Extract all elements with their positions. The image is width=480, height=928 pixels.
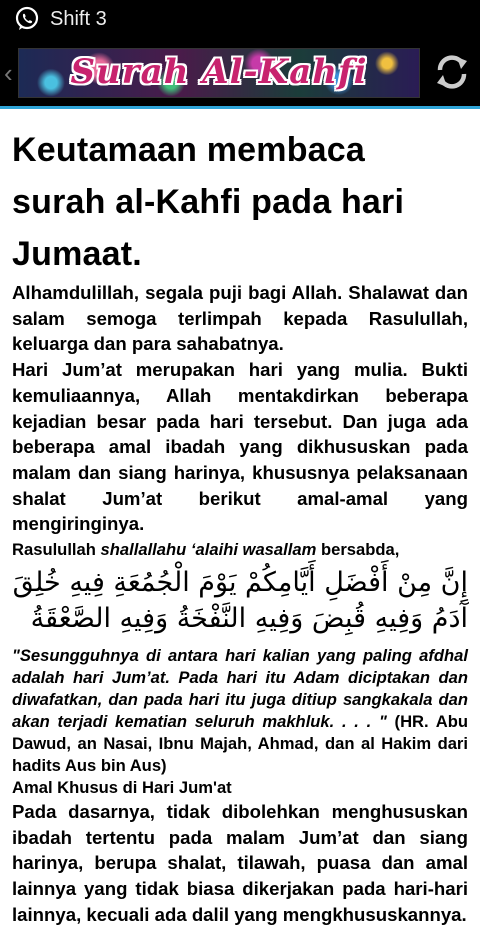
article-content <box>12 112 468 928</box>
hadith-source: (HR. Abu Dawud, an Nasai, Ibnu Majah, Ahmad, dan al Hakim dari hadits Aus bin Aus) <box>12 712 468 776</box>
app-banner <box>18 48 420 98</box>
banner-title: Surah Al-Kahfi <box>70 52 368 92</box>
rasul-honorific: shallallahu ‘alaihi wasallam <box>100 540 317 560</box>
status-bar <box>0 0 480 38</box>
section-subheading: Amal Khusus di Hari Jum'at <box>12 778 232 798</box>
hadith-translation <box>12 645 468 777</box>
status-text: Shift 3 <box>50 7 107 30</box>
rasulullah-line <box>12 539 468 561</box>
header-divider <box>0 106 480 109</box>
paragraph-intro: Alhamdulillah, segala puji bagi Allah. Shalawat dan salam semoga terlimpah kepada Rasulullah, keluarga dan para sahabatnya. <box>12 282 468 355</box>
arabic-hadith: إِنَّ مِنْ أَفْضَلِ أَيَّامِكُمْ يَوْمَ الْجُمُعَةِ فِيهِ خُلِقَ آدَمُ وَفِيهِ قُبِضَ وَفِيهِ النَّفْخَةُ وَفِيهِ الصَّعْقَةُ <box>12 567 468 635</box>
chevron-left-icon[interactable]: ‹ <box>4 58 13 88</box>
rasul-suffix: bersabda, <box>316 540 400 560</box>
paragraph-jumat: Hari Jum’at merupakan hari yang mulia. Bukti kemuliaannya, Allah mentakdirkan beberapa kejadian besar pada hari tersebut. Dan juga ada beberapa amal ibadah yang dikhususkan pada malam dan siang harinya, khususnya pelaksanaan shalat Jum’at berikut amal-amal yang mengiringinya. <box>12 359 468 535</box>
action-bar <box>0 38 480 108</box>
refresh-icon[interactable] <box>432 52 472 92</box>
hadith-quote: "Sesungguhnya di antara hari kalian yang paling afdhal adalah hari Jum’at. Pada hari itu Adam diciptakan dan diwafatkan, dan pada hari itu juga ditiup sangkakala dan akan terjadi kematian seluruh makhluk. . . . " <box>12 646 468 732</box>
rasul-prefix: Rasulullah <box>12 540 101 560</box>
paragraph-amal: Pada dasarnya, tidak dibolehkan menghususkan ibadah tertentu pada malam Jum’at dan siang harinya, berupa shalat, tilawah, puasa dan amal lainnya yang tidak biasa dikerjakan pada hari-hari lainnya, kecuali ada dalil yang mengkhususkannya. <box>12 801 468 925</box>
whatsapp-icon <box>14 6 40 32</box>
article-heading: Keutamaan membaca surah al-Kahfi pada hari Jumaat. <box>12 131 405 273</box>
